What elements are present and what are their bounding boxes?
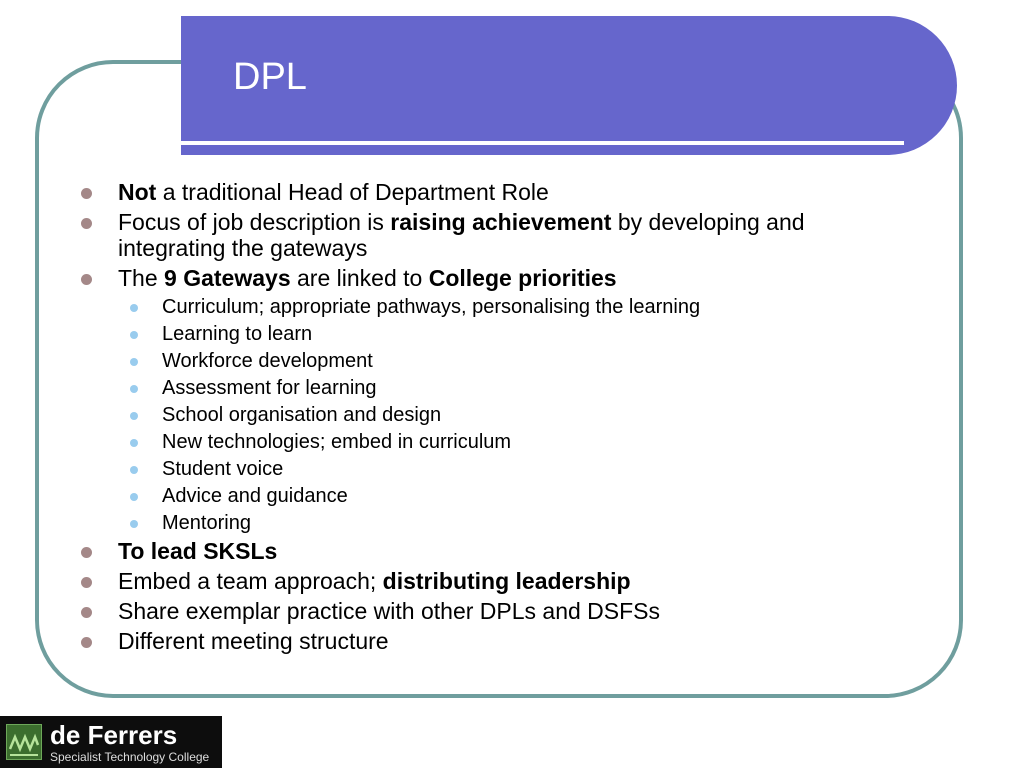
sub-bullet-item [78,457,898,481]
bullet-text: Not [118,179,157,205]
sub-bullet-item [78,403,898,427]
bullet-dot-icon [81,577,92,588]
bullet-item [78,179,898,205]
sub-bullet-text: Curriculum; appropriate pathways, personalising the learning [162,296,701,318]
sub-bullet-dot-icon [130,331,138,339]
bullet-dot-icon [81,607,92,618]
sub-bullet-item [78,430,898,454]
sub-bullet-item [78,322,898,346]
bullet-text: The [118,265,165,291]
sub-bullet-text: New technologies; embed in curriculum [162,431,512,453]
bullet-item [78,568,898,594]
college-logo-icon [6,724,42,760]
logo-name: de Ferrers [50,720,178,750]
college-logo [0,716,222,768]
bullet-item [78,598,898,624]
sub-bullet-dot-icon [130,520,138,528]
bullet-dot-icon [81,637,92,648]
bullet-text: Embed a team approach; [118,568,383,594]
logo-tagline: Specialist Technology College [50,750,210,764]
sub-bullet-text: Mentoring [162,512,251,534]
bullet-dot-icon [81,188,92,199]
sub-bullet-dot-icon [130,493,138,501]
sub-bullet-dot-icon [130,439,138,447]
sub-bullet-dot-icon [130,466,138,474]
sub-bullet-text: Student voice [162,458,284,480]
bullet-dot-icon [81,218,92,229]
bullet-text: by developing and integrating the gateways [118,209,805,261]
bullet-item [78,265,898,291]
sub-bullet-item [78,376,898,400]
bullet-item [78,538,898,564]
slide-title: DPL [233,56,307,98]
sub-bullet-dot-icon [130,358,138,366]
bullet-list [78,179,898,658]
bullet-text: 9 Gateways [164,265,291,291]
bullet-text: are linked to [290,265,429,291]
bullet-text: distributing leadership [382,568,631,594]
bullet-item [78,209,898,261]
bullet-dot-icon [81,547,92,558]
title-band [181,16,957,155]
sub-bullet-dot-icon [130,385,138,393]
bullet-item [78,628,898,654]
bullet-text: raising achievement [390,209,612,235]
sub-bullet-item [78,349,898,373]
bullet-text: a traditional Head of Department Role [156,179,549,205]
bullet-text: Share exemplar practice with other DPLs and DSFSs [118,598,661,624]
sub-bullet-text: Assessment for learning [162,377,377,399]
sub-bullet-item [78,295,898,319]
bullet-text: Different meeting structure [118,628,389,654]
sub-bullet-text: School organisation and design [162,404,442,426]
sub-bullet-text: Learning to learn [162,323,313,345]
bullet-text: Focus of job description is [118,209,391,235]
sub-bullet-item [78,511,898,535]
sub-bullet-text: Workforce development [162,350,373,372]
sub-bullet-text: Advice and guidance [162,485,348,507]
sub-bullet-dot-icon [130,304,138,312]
bullet-text: To lead SKSLs [118,538,278,564]
bullet-dot-icon [81,274,92,285]
sub-bullet-dot-icon [130,412,138,420]
title-underline [181,141,904,145]
bullet-text: College priorities [428,265,617,291]
sub-bullet-item [78,484,898,508]
